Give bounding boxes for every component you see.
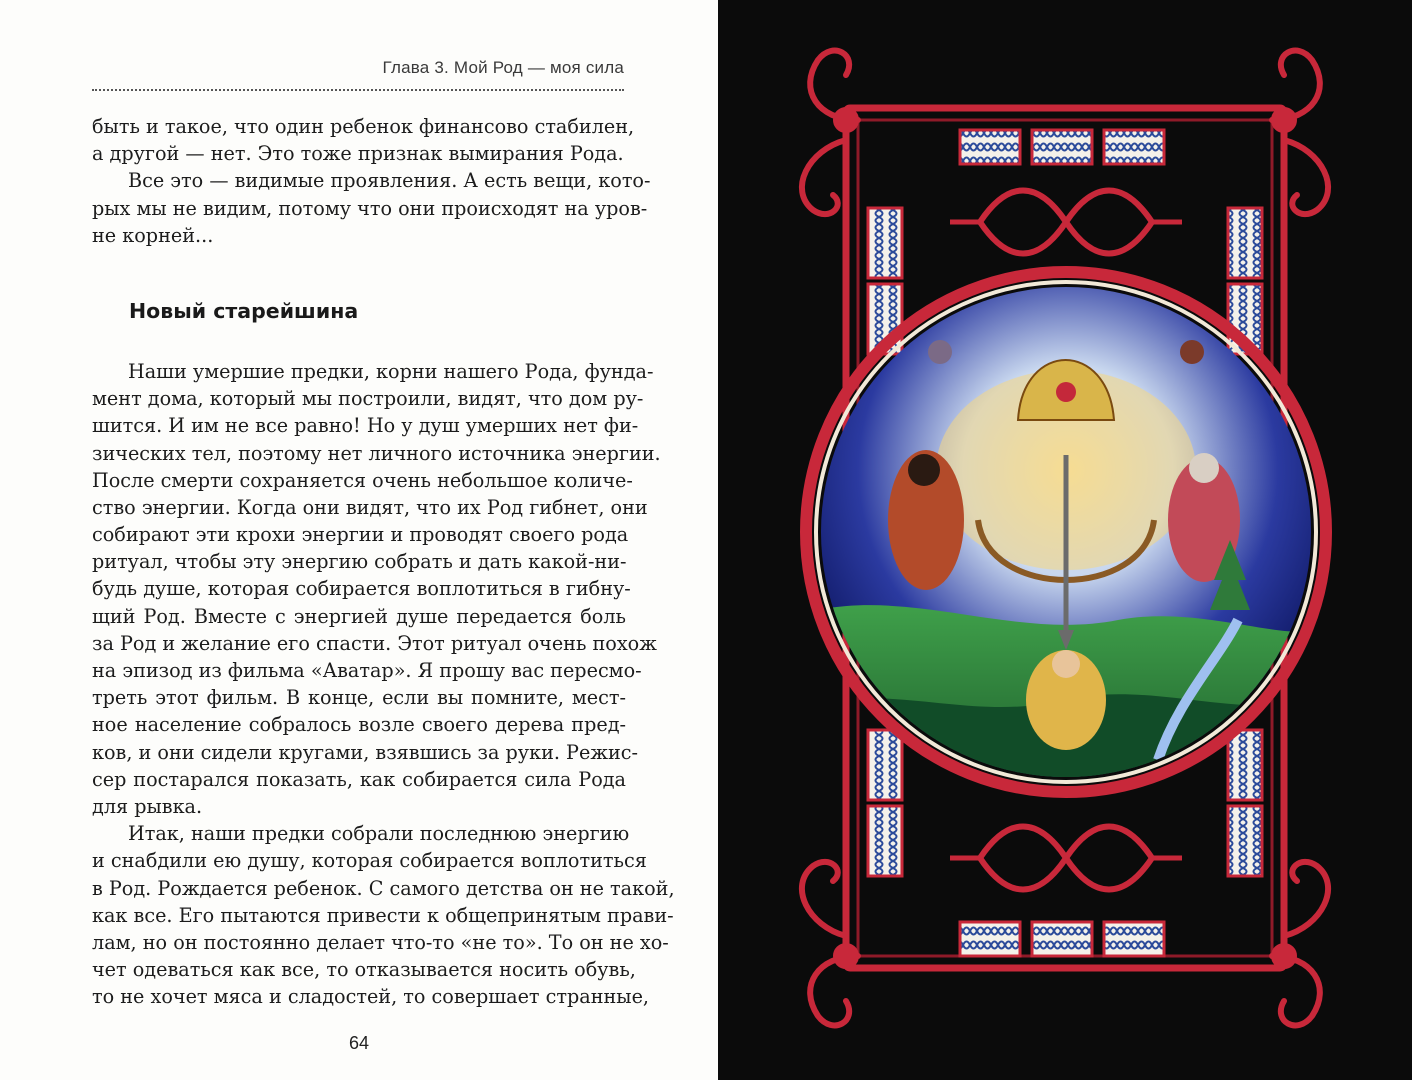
- text-line: как все. Его пытаются привести к общепринятым прави-: [92, 903, 674, 927]
- text-line: собирают эти крохи энергии и проводят своего рода: [92, 523, 629, 547]
- text-line: мент дома, который мы построили, видят, что дом ру-: [92, 387, 644, 411]
- text-line: быть и такое, что один ребенок финансово стабилен,: [92, 115, 635, 138]
- text-line: ство энергии. Когда они видят, что их Род гибнет, они: [92, 495, 648, 519]
- world-disc: [806, 272, 1326, 792]
- text-line: ков, и они сидели кругами, взявшись за руки. Режис-: [92, 740, 638, 764]
- header-divider: [92, 89, 624, 91]
- top-knot-panels: [960, 130, 1164, 164]
- paragraph-child: [92, 820, 675, 1010]
- text-line: а другой — нет. Это тоже признак вымирания Рода.: [92, 142, 624, 166]
- text-line: сер постарался показать, как собирается сила Рода: [92, 767, 626, 791]
- text-line: ритуал, чтобы эту энергию собрать и дать какой-ни-: [92, 550, 627, 574]
- text-line: на эпизод из фильма «Аватар». Я прошу вас пересмо-: [92, 659, 642, 682]
- text-line: Итак, наши предки собрали последнюю энергию: [128, 822, 630, 846]
- bottom-knot-panels: [960, 922, 1164, 956]
- text-line: то не хочет мяса и сладостей, то совершает странные,: [92, 985, 650, 1009]
- text-line: чет одеваться как все, то отказывается носить обувь,: [92, 958, 636, 982]
- body-text: [92, 113, 675, 1010]
- text-line: Все это — видимые проявления. А есть вещи, кото-: [128, 169, 651, 193]
- text-line: рых мы не видим, потому что они происходят на уров-: [92, 196, 648, 220]
- text-line: зических тел, поэтому нет личного источника энергии.: [92, 441, 661, 465]
- interlace-knot-bottom: [950, 827, 1182, 890]
- ornamental-plate: [718, 0, 1412, 1080]
- text-line: ное население собралось возле своего дерева пред-: [92, 713, 626, 737]
- paragraph-intro: [92, 113, 635, 167]
- text-line: будь душе, которая собирается воплотиться в гибну-: [92, 577, 631, 601]
- page-number: 64: [348, 1033, 370, 1053]
- text-line: шится. И им не все равно! Но у душ умерших нет фи-: [92, 414, 639, 438]
- text-line: не корней...: [92, 223, 214, 247]
- text-line: и снабдили ею душу, которая собирается воплотиться: [92, 849, 647, 873]
- text-line: Наши умершие предки, корни нашего Рода, фунда-: [128, 359, 654, 383]
- running-head: Глава 3. Мой Род — моя сила: [382, 58, 624, 77]
- paragraph-visible: [92, 167, 651, 249]
- paragraph-ancestors: [92, 358, 661, 820]
- text-line: за Род и желание его спасти. Этот ритуал очень похож: [92, 631, 657, 655]
- interlace-knot-top: [950, 191, 1182, 254]
- text-line: лам, но он постоянно делает что-то «не то». То он не хо-: [92, 930, 669, 954]
- text-line: После смерти сохраняется очень небольшое количе-: [92, 468, 633, 492]
- text-line: треть этот фильм. В конце, если вы помните, мест-: [92, 686, 626, 710]
- text-line: щий Род. Вместе с энергией душе передается боль: [92, 604, 626, 628]
- text-line: в Род. Рождается ребенок. С самого детства он не такой,: [92, 876, 675, 900]
- section-title: Новый старейшина: [129, 299, 359, 323]
- text-line: для рывка.: [92, 794, 203, 818]
- right-page-illustration: [718, 0, 1412, 1080]
